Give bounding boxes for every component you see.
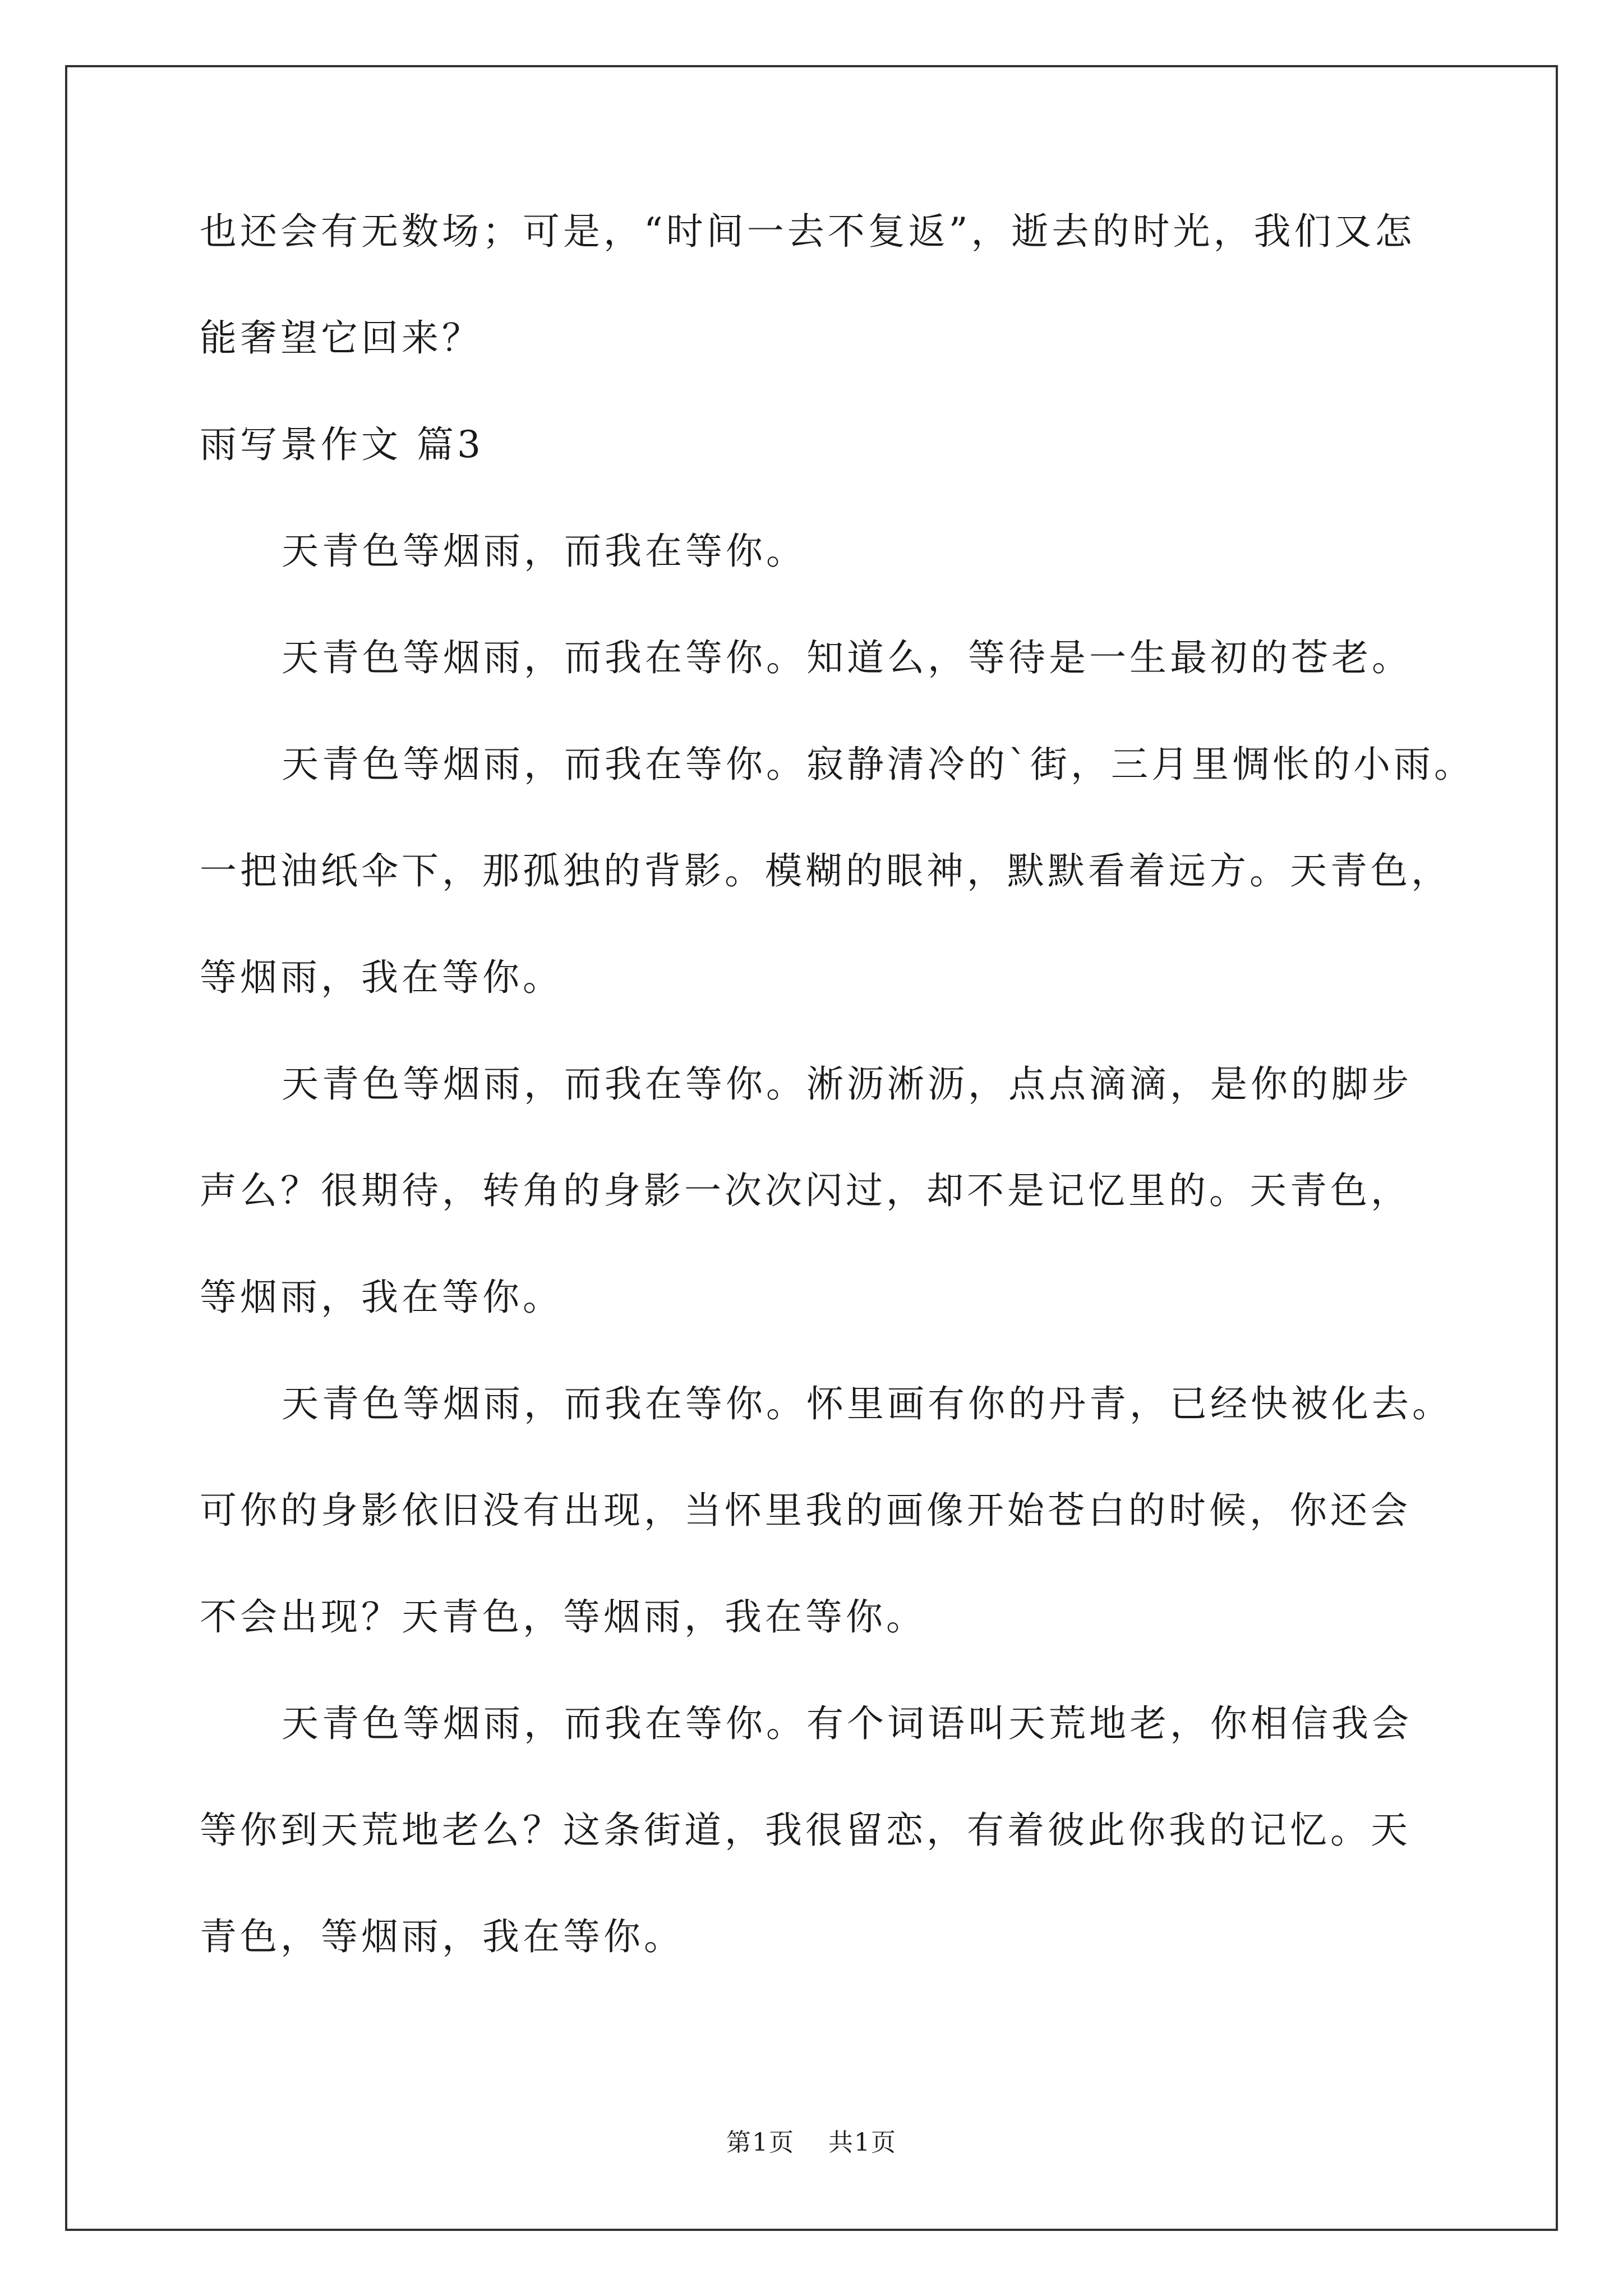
page-number-current: 第1页 [726,2128,795,2157]
text-line: 不会出现？天青色，等烟雨，我在等你。 [200,1595,926,1639]
page-number-total: 共1页 [828,2128,897,2157]
text-line: 声么？很期待，转角的身影一次次闪过，却不是记忆里的。天青色， [200,1169,1411,1212]
paragraph-line: 天青色等烟雨，而我在等你。怀里画有你的丹青，已经快被化去。 [282,1382,1453,1425]
text-line: 能奢望它回来？ [200,316,482,360]
document-body [200,210,1474,2025]
text-line: 可你的身影依旧没有出现，当怀里我的画像开始苍白的时候，你还会 [200,1489,1411,1532]
paragraph-line: 天青色等烟雨，而我在等你。淅沥淅沥，点点滴滴，是你的脚步 [282,1062,1412,1106]
page-footer [0,2128,1623,2157]
text-line: 等烟雨，我在等你。 [200,1276,563,1319]
section-heading: 雨写景作文 篇3 [200,423,484,466]
text-line: 等你到天荒地老么？这条街道，我很留恋，有着彼此你我的记忆。天 [200,1809,1411,1852]
text-line: 一把油纸伞下，那孤独的背影。模糊的眼神，默默看着远方。天青色， [200,849,1451,892]
text-line: 青色，等烟雨，我在等你。 [200,1915,684,1958]
paragraph-line: 天青色等烟雨，而我在等你。寂静清冷的`街，三月里惆怅的小雨。 [282,743,1474,786]
text-line: 也还会有无数场；可是，“时间一去不复返”，逝去的时光，我们又怎 [200,210,1415,253]
paragraph-line: 天青色等烟雨，而我在等你。 [282,530,806,573]
paragraph-line: 天青色等烟雨，而我在等你。知道么，等待是一生最初的苍老。 [282,636,1412,679]
text-line: 等烟雨，我在等你。 [200,956,563,999]
paragraph-line: 天青色等烟雨，而我在等你。有个词语叫天荒地老，你相信我会 [282,1702,1412,1745]
